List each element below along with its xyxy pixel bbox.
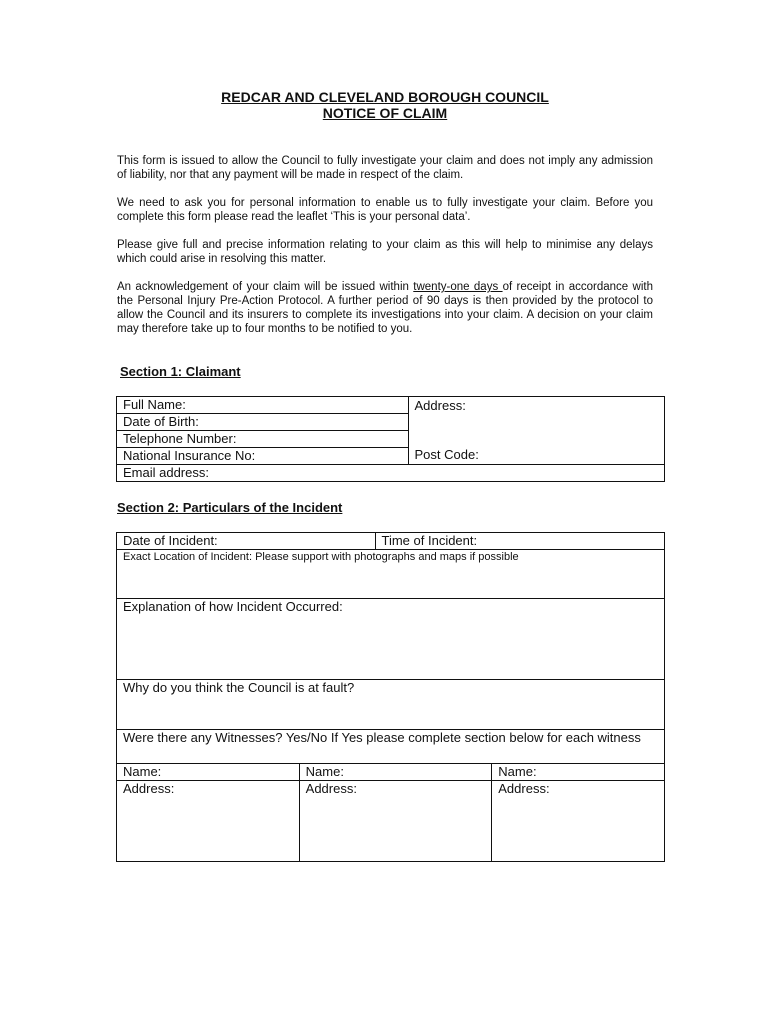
witnesses-question[interactable]: Were there any Witnesses? Yes/No If Yes please complete section below for each witness bbox=[117, 730, 665, 764]
witness-1-name[interactable]: Name: bbox=[117, 764, 300, 781]
section-1-heading: Section 1: Claimant bbox=[120, 364, 241, 379]
intro-p4-underlined: twenty-one days bbox=[413, 281, 503, 293]
ni-number-field[interactable]: National Insurance No: bbox=[117, 448, 409, 465]
intro-paragraph-3: Please give full and precise information relating to your claim as this will help to minimise any delays which could arise in resolving this matter. bbox=[117, 239, 653, 265]
telephone-field[interactable]: Telephone Number: bbox=[117, 431, 409, 448]
intro-paragraph-2: We need to ask you for personal information to enable us to fully investigate your claim. Before you complete this form please read the leaflet ‘This is your personal data’. bbox=[117, 197, 653, 223]
section-2-heading: Section 2: Particulars of the Incident bbox=[117, 500, 343, 515]
email-field[interactable]: Email address: bbox=[117, 465, 665, 482]
address-label: Address: bbox=[414, 398, 466, 413]
witness-1-address[interactable]: Address: bbox=[117, 781, 300, 862]
incident-table bbox=[116, 532, 665, 862]
explanation-field[interactable]: Explanation of how Incident Occurred: bbox=[117, 599, 665, 680]
intro-p4-end: of receipt in accordance with the Personal Injury Pre-Action Protocol. A further period of 90 days is then provided by the protocol to allow the Council and its insurers to complete its investigations into your claim. A decision on your claim may therefore take up to four months to be notified to you. bbox=[117, 281, 653, 335]
post-code-label: Post Code: bbox=[414, 447, 479, 462]
claimant-table bbox=[116, 396, 665, 482]
witness-2-name[interactable]: Name: bbox=[299, 764, 492, 781]
location-field[interactable]: Exact Location of Incident: Please support with photographs and maps if possible bbox=[117, 550, 665, 599]
page-title: REDCAR AND CLEVELAND BOROUGH COUNCIL bbox=[221, 89, 549, 105]
intro-p4-start: An acknowledgement of your claim will be issued within bbox=[117, 281, 414, 293]
date-of-incident-field[interactable]: Date of Incident: bbox=[117, 533, 376, 550]
time-of-incident-field[interactable]: Time of Incident: bbox=[375, 533, 665, 550]
fault-field[interactable]: Why do you think the Council is at fault? bbox=[117, 680, 665, 730]
witness-3-address[interactable]: Address: bbox=[492, 781, 665, 862]
witness-2-address[interactable]: Address: bbox=[299, 781, 492, 862]
address-field[interactable] bbox=[408, 397, 664, 465]
dob-field[interactable]: Date of Birth: bbox=[117, 414, 409, 431]
witness-3-name[interactable]: Name: bbox=[492, 764, 665, 781]
page-subtitle: NOTICE OF CLAIM bbox=[322, 105, 448, 121]
intro-paragraph-1: This form is issued to allow the Council to fully investigate your claim and does not imply any admission of liability, nor that any payment will be made in respect of the claim. bbox=[117, 155, 653, 181]
intro-paragraph-4 bbox=[117, 280, 653, 336]
full-name-field[interactable]: Full Name: bbox=[117, 397, 409, 414]
